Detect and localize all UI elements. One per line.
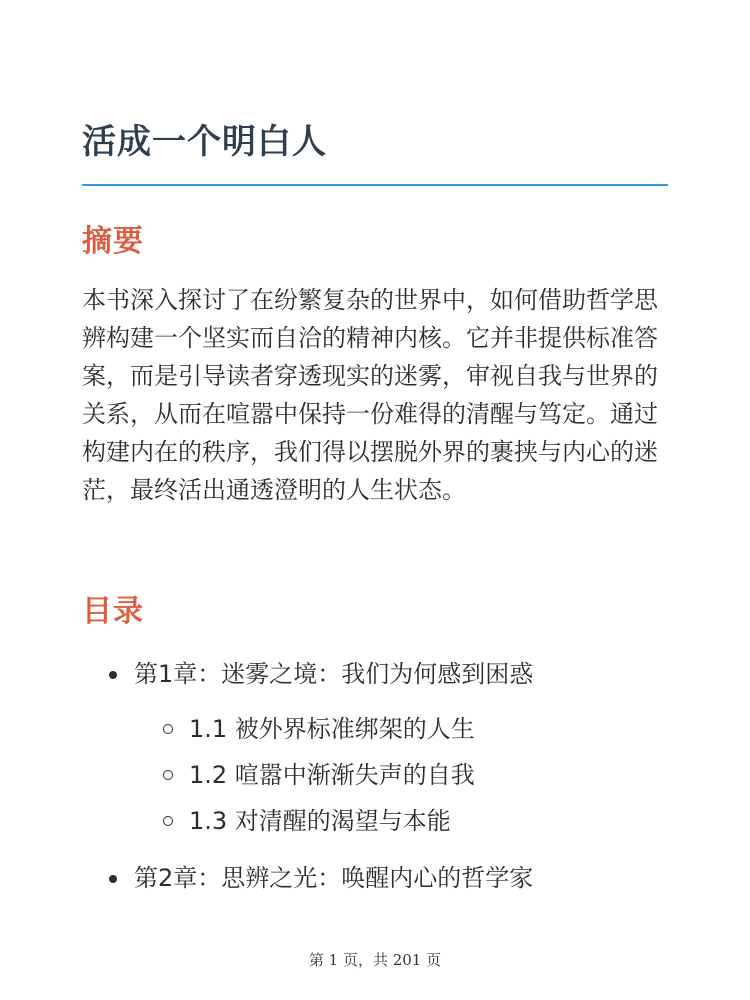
bullet-icon [109, 875, 117, 883]
toc-section-label: 1.3 对清醒的渴望与本能 [189, 807, 451, 835]
hollow-bullet-icon [163, 816, 173, 826]
toc-chapter-1 [82, 654, 672, 694]
toc-section-1-3 [82, 798, 672, 844]
hollow-bullet-icon [163, 724, 173, 734]
bullet-icon [109, 671, 117, 679]
page-number-footer: 第 1 页，共 201 页 [308, 951, 442, 969]
toc-chapter-label: 第1章：迷雾之境：我们为何感到困惑 [134, 660, 534, 688]
abstract-heading: 摘要 [82, 224, 144, 259]
toc-section-1-2 [82, 752, 672, 798]
document-title: 活成一个明白人 [82, 122, 327, 162]
toc-chapter-2 [82, 858, 672, 898]
abstract-paragraph: 本书深入探讨了在纷繁复杂的世界中，如何借助哲学思辨构建一个坚实而自洽的精神内核。它并非提供标准答案，而是引导读者穿透现实的迷雾，审视自我与世界的关系，从而在喧嚣中保持一份难得的清醒与笃定。通过构建内在的秩序，我们得以摆脱外界的裹挟与内心的迷茫，最终活出通透澄明的人生状态。 [82, 286, 658, 504]
toc-chapter-label: 第2章：思辨之光：唤醒内心的哲学家 [134, 864, 534, 892]
hollow-bullet-icon [163, 770, 173, 780]
title-divider [82, 184, 668, 186]
toc-heading: 目录 [82, 594, 144, 629]
toc-section-label: 1.1 被外界标准绑架的人生 [189, 715, 475, 743]
toc-chapter-1-sections [82, 706, 672, 844]
table-of-contents [82, 654, 672, 898]
toc-section-label: 1.2 喧嚣中渐渐失声的自我 [189, 761, 475, 789]
toc-section-1-1 [82, 706, 672, 752]
